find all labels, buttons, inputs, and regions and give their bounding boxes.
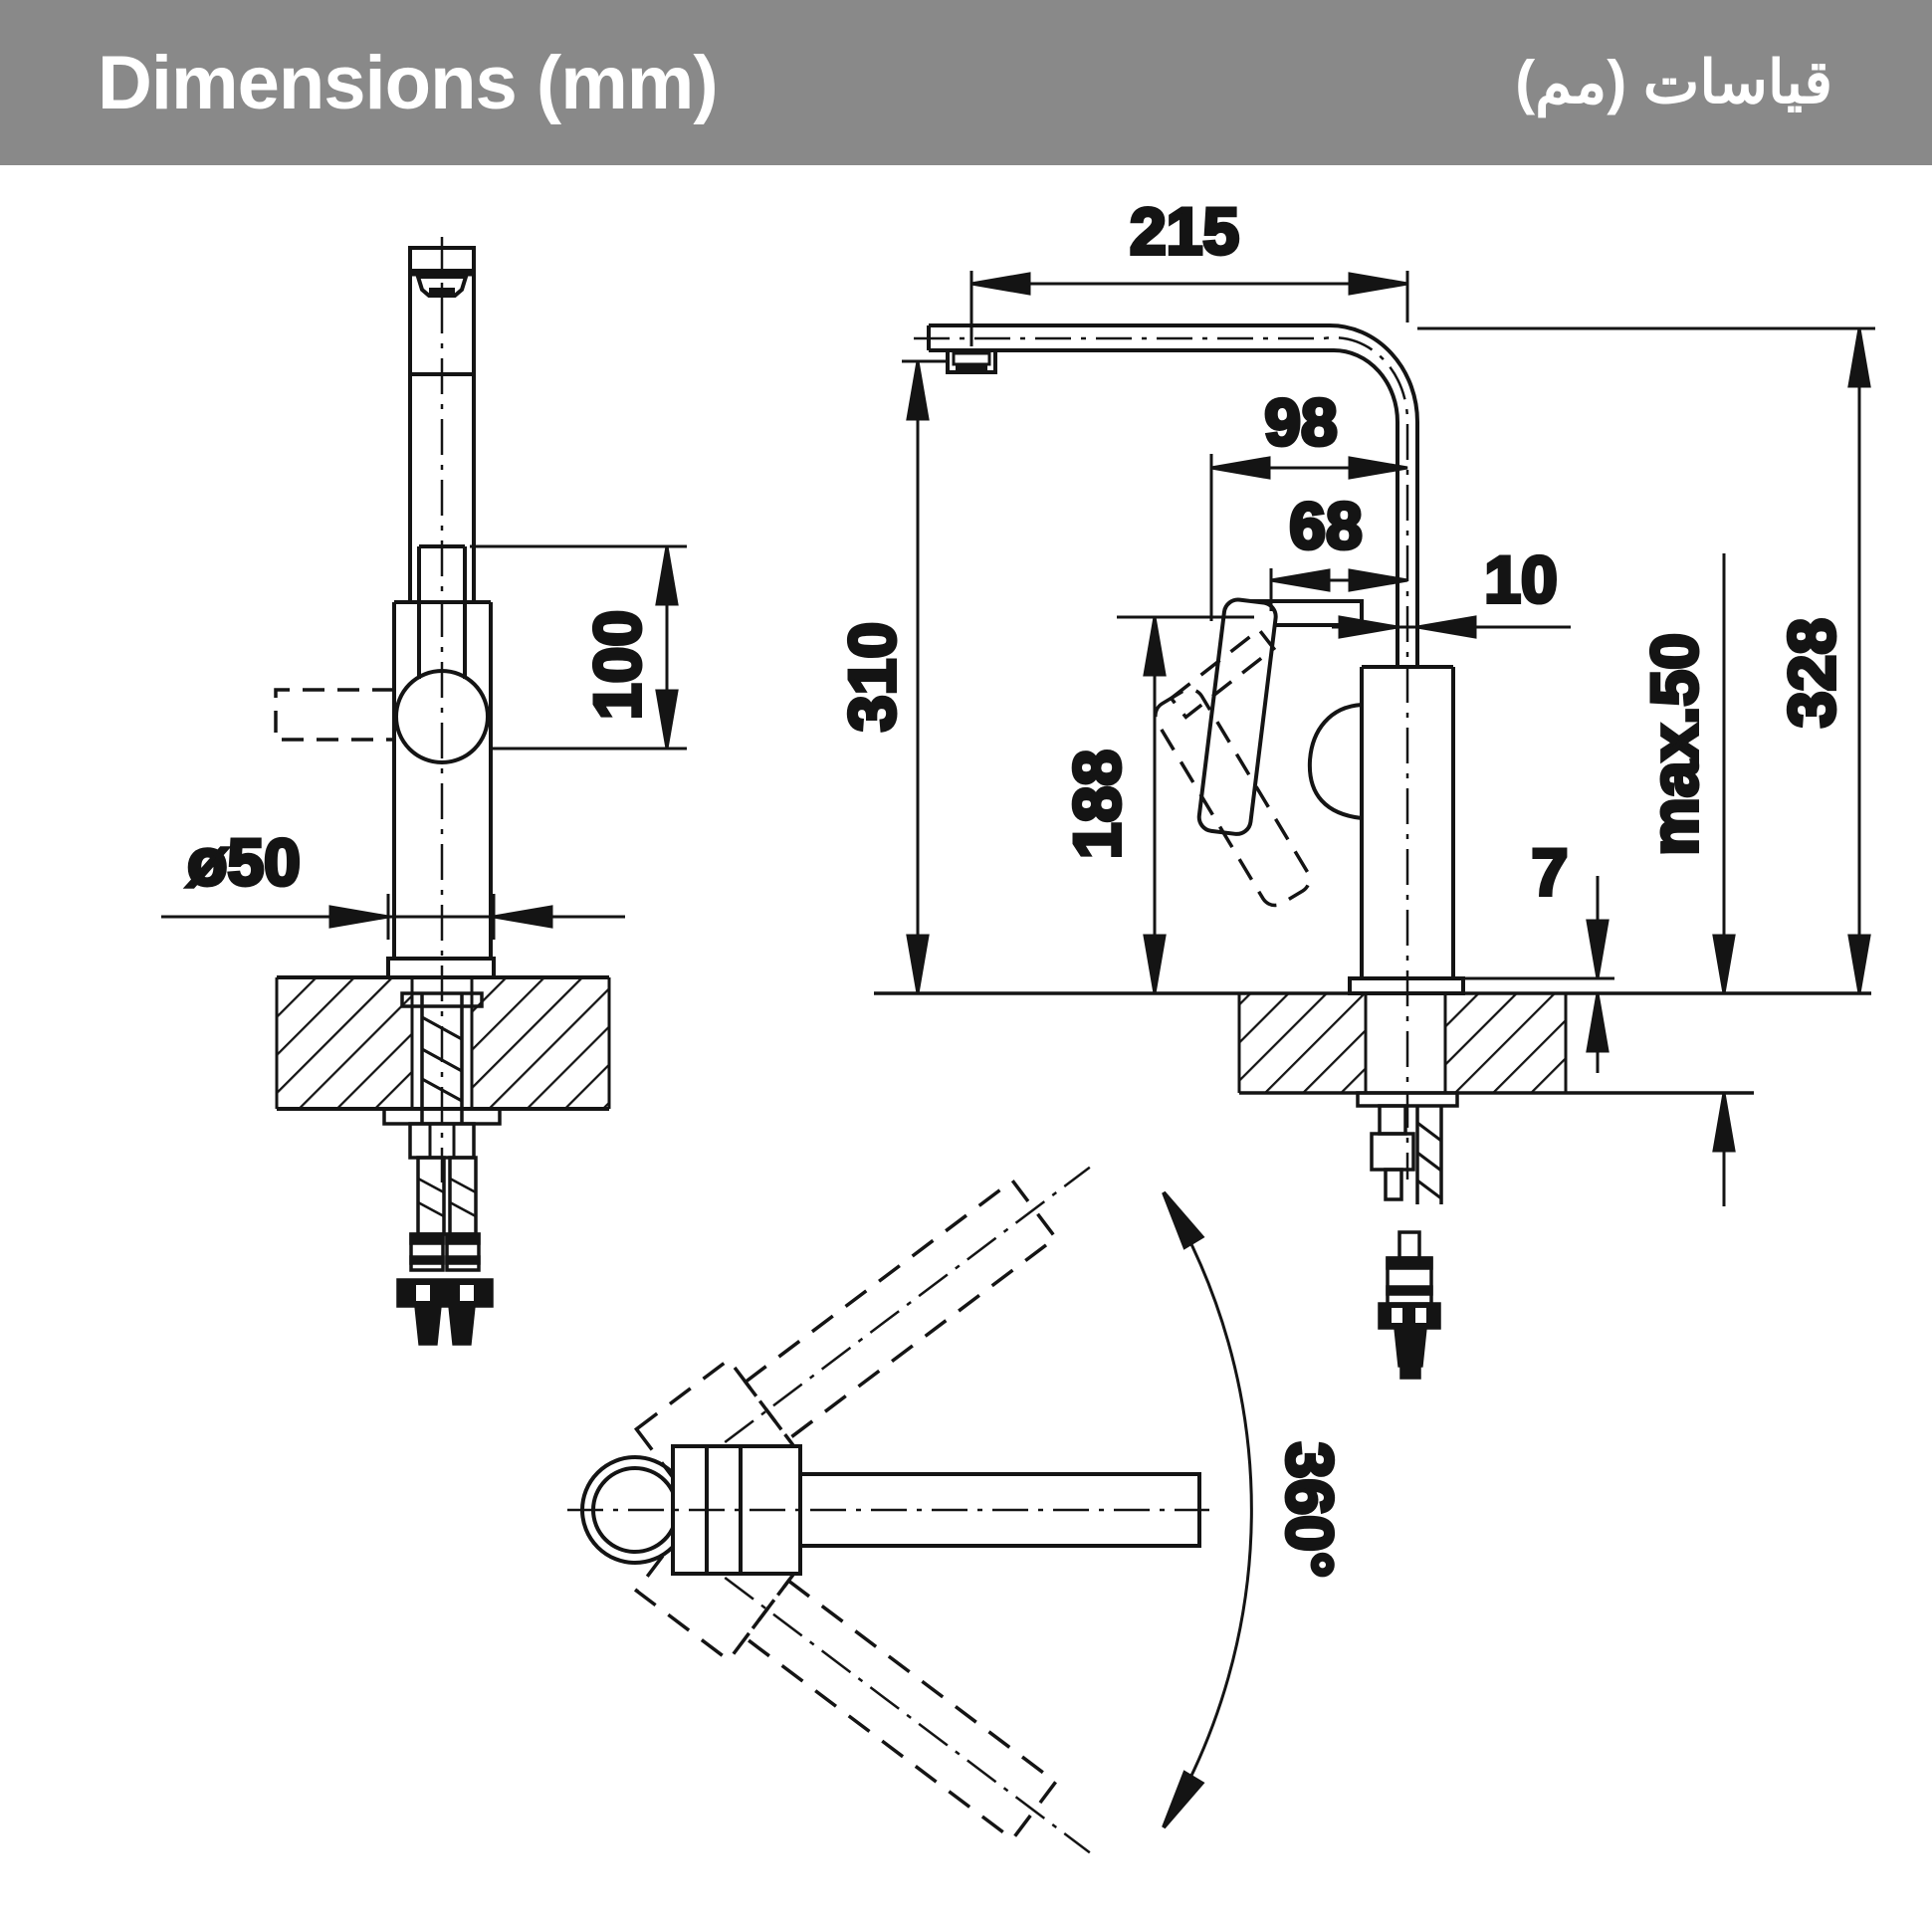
side-dim-10 [1332,617,1571,637]
front-view [161,237,687,1344]
front-dim-100 [470,546,687,749]
side-dim-188-label: 188 [1060,749,1134,860]
side-dim-10-label: 10 [1484,542,1558,616]
top-view [567,1117,1347,1904]
front-dim-100-label: 100 [580,609,654,721]
side-dim-max50 [1714,553,1734,1206]
side-cartridge-dome [1310,705,1362,818]
front-handle-dashed [276,690,394,740]
front-dim-diameter-label: ø50 [187,825,301,899]
side-dim-215-label: 215 [1129,194,1240,268]
top-dim-360-label: 360° [1273,1441,1347,1579]
side-dim-68-label: 68 [1289,489,1363,562]
side-dim-98-label: 98 [1264,385,1338,459]
page-title: Dimensions (mm) [98,40,718,125]
front-hose-left [418,1158,444,1234]
side-dim-310-label: 310 [835,621,909,733]
side-dim-328-label: 328 [1775,617,1848,729]
front-hose-connectors [398,1234,492,1344]
side-dim-max50-label: max.50 [1637,633,1711,856]
page-title-arabic: قياسات (مم) [1515,49,1832,115]
side-dim-7-label: 7 [1531,835,1569,909]
side-hose-connector [1380,1232,1439,1378]
side-view [835,194,1875,1378]
front-hose-right [450,1158,476,1234]
side-countertop [1239,993,1566,1093]
side-dim-215 [971,271,1407,346]
